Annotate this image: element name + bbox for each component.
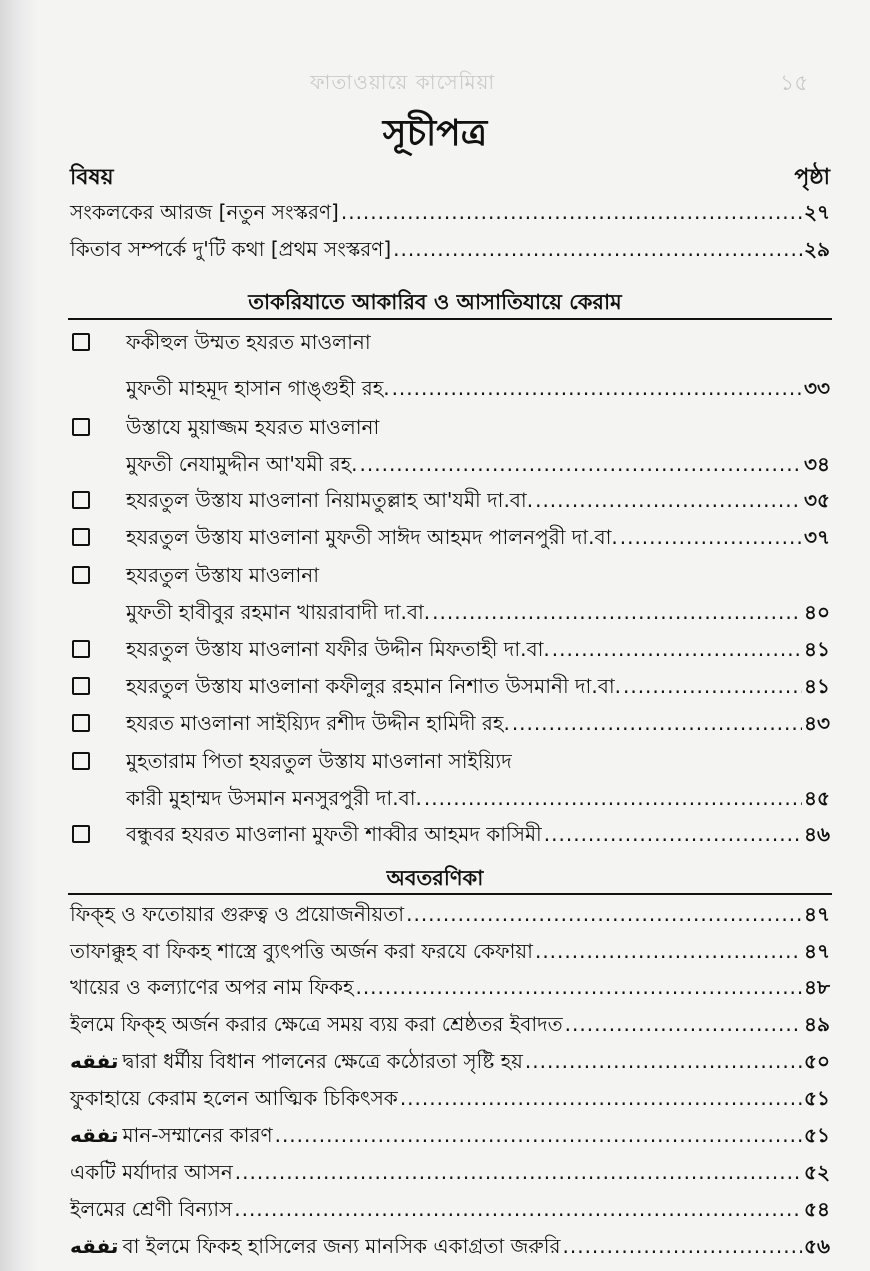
dot-leader [552, 637, 802, 661]
entry-text [70, 1232, 561, 1265]
checkbox-icon [72, 825, 90, 843]
section-rule [68, 318, 832, 320]
checkbox-icon [72, 640, 90, 658]
toc-entry [70, 900, 830, 933]
toc-entry [70, 937, 830, 970]
entry-text: খায়ের ও কল্যাণের অপর নাম ফিকহ [70, 975, 354, 999]
toc-entry-line: হযরতুল উস্তায মাওলানা [126, 563, 320, 587]
arabic-term: تفقه [70, 1123, 119, 1147]
entry-page: ৪৭ [804, 939, 830, 963]
arabic-term: تفقه [70, 1049, 119, 1073]
dot-leader [360, 452, 803, 476]
entry-text: ইলমের শ্রেণী বিন্যাস [70, 1197, 233, 1221]
entry-page: ৫১ [804, 1123, 830, 1147]
running-header-title: ফাতাওয়ায়ে কাসেমিয়া [310, 70, 496, 94]
toc-entry [126, 450, 830, 483]
toc-entry [70, 973, 830, 1006]
dot-leader [235, 1160, 802, 1184]
entry-text: হযরতুল উস্তায মাওলানা মুফতী সাঈদ আহমদ পালনপুরী দা.বা. [126, 525, 618, 549]
toc-entry-line: ফকীহুল উম্মত হযরত মাওলানা [126, 330, 371, 354]
entry-text: মুফতী মাহমূদ হাসান গাঙ্গুহী রহ. [126, 376, 390, 400]
page-column-header: পৃষ্ঠা [794, 165, 830, 190]
checkbox-icon [72, 418, 90, 436]
dot-leader [535, 939, 802, 963]
page-title: সূচীপত্র [382, 113, 488, 154]
entry-page: ৪১ [804, 674, 830, 698]
entry-text: বন্ধুবর হযরত মাওলানা মুফতী শাব্বীর আহমদ কাসিমী [126, 822, 542, 846]
checkbox-icon [72, 566, 90, 584]
dot-leader [424, 786, 802, 810]
entry-text: কিতাব সম্পর্কে দু'টি কথা [প্রথম সংস্করণ] [70, 237, 392, 261]
entry-text: মুফতী নেযামুদ্দীন আ'যমী রহ. [126, 452, 358, 476]
entry-text: সংকলকের আরজ [নতুন সংস্করণ] [70, 200, 339, 224]
checkbox-icon [72, 752, 90, 770]
toc-entry [70, 198, 830, 231]
entry-text: তাফাক্কুহ বা ফিকহ শাস্ত্রে ব্যুৎপত্তি অর্জন করা ফরযে কেফায়া [70, 939, 533, 963]
entry-text [70, 1121, 273, 1154]
entry-text: কারী মুহাম্মদ উসমান মনসুরপুরী দা.বা. [126, 786, 422, 810]
entry-page: ৫৬ [804, 1234, 830, 1258]
toc-entry [70, 1084, 830, 1117]
dot-leader [400, 1086, 802, 1110]
arabic-term: تفقه [70, 1234, 119, 1258]
toc-entry [70, 1195, 830, 1228]
toc-entry-line: মুহতারাম পিতা হযরতুল উস্তায মাওলানা সাইয়্যিদ [126, 749, 512, 773]
entry-page: ৪৬ [804, 822, 830, 846]
dot-leader [535, 488, 802, 512]
dot-leader [393, 237, 802, 261]
checkbox-icon [72, 714, 90, 732]
toc-entry [70, 1047, 830, 1080]
dot-leader [355, 975, 802, 999]
running-header-page: ১৫ [780, 71, 809, 96]
toc-entry [126, 635, 830, 668]
toc-entry [70, 1232, 830, 1265]
entry-page: ৪৩ [804, 711, 830, 735]
toc-entry [126, 709, 830, 742]
book-spine-shadow [0, 0, 38, 1271]
entry-text [70, 1047, 523, 1080]
subject-column-header: বিষয় [70, 165, 114, 190]
toc-entry [126, 784, 830, 817]
toc-entry [126, 374, 830, 407]
dot-leader [563, 1234, 803, 1258]
entry-page: ৩৭ [803, 525, 830, 549]
toc-entry [70, 1010, 830, 1043]
entry-text: হযরত মাওলানা সাইয়্যিদ রশীদ উদ্দীন হামিদী রহ. [126, 711, 510, 735]
entry-text-rest: মান-সম্মানের কারণ [122, 1123, 273, 1147]
entry-text-rest: বা ইলমে ফিকহ হাসিলের জন্য মানসিক একাগ্রতা জরুরি [122, 1234, 561, 1258]
toc-entry [70, 1121, 830, 1154]
entry-text: ফুকাহায়ে কেরাম হলেন আত্মিক চিকিৎসক [70, 1086, 398, 1110]
entry-text: হযরতুল উস্তায মাওলানা নিয়ামতুল্লাহ আ'যমী দা.বা. [126, 488, 534, 512]
dot-leader [565, 1012, 802, 1036]
entry-text: একটি মর্যাদার আসন [70, 1160, 233, 1184]
dot-leader [623, 674, 802, 698]
entry-page: ৪৫ [804, 786, 830, 810]
section-heading: তাকরিযাতে আকারিব ও আসাতিযায়ে কেরাম [248, 290, 622, 314]
entry-text: হযরতুল উস্তায মাওলানা কফীলুর রহমান নিশাত উসমানী দা.বা. [126, 674, 621, 698]
entry-page: ২৭ [803, 200, 830, 224]
entry-page: ৫৪ [804, 1197, 830, 1221]
section-rule [68, 893, 832, 895]
entry-text: মুফতী হাবীবুর রহমান খায়রাবাদী দা.বা. [126, 600, 431, 624]
entry-page: ৪০ [804, 600, 830, 624]
entry-text: ফিক্‌হ ও ফতোয়ার গুরুত্ব ও প্রয়োজনীয়তা [70, 902, 405, 926]
checkbox-icon [72, 528, 90, 546]
entry-page: ৫১ [804, 1086, 830, 1110]
dot-leader [512, 711, 802, 735]
entry-page: ৫০ [804, 1049, 830, 1073]
column-headers [70, 160, 830, 197]
entry-page: ৪৮ [804, 975, 830, 999]
entry-page: ২৯ [804, 237, 830, 261]
entry-page: ৪১ [804, 637, 830, 661]
entry-page: ৩৪ [804, 452, 830, 476]
entry-page: ৪৯ [804, 1012, 830, 1036]
entry-text-rest: দ্বারা ধর্মীয় বিধান পালনের ক্ষেত্রে কঠোরতা সৃষ্টি হয় [122, 1049, 523, 1073]
toc-entry [70, 1158, 830, 1191]
dot-leader [392, 376, 802, 400]
entry-text: ইলমে ফিক্‌হ অর্জন করার ক্ষেত্রে সময় ব্যয় করা শ্রেষ্ঠতর ইবাদত [70, 1012, 563, 1036]
dot-leader [432, 600, 802, 624]
entry-page: ৩৩ [803, 376, 830, 400]
dot-leader [620, 525, 802, 549]
dot-leader [234, 1197, 802, 1221]
entry-text: হযরতুল উস্তায মাওলানা যফীর উদ্দীন মিফতাহী দা.বা. [126, 637, 550, 661]
dot-leader [525, 1049, 802, 1073]
checkbox-icon [72, 333, 90, 351]
entry-page: ৫২ [804, 1160, 830, 1184]
toc-entry-line: উস্তাযে মুয়াজ্জম হযরত মাওলানা [126, 415, 380, 439]
entry-page: ৪৭ [804, 902, 830, 926]
dot-leader [275, 1123, 802, 1147]
checkbox-icon [72, 677, 90, 695]
toc-entry [126, 598, 830, 631]
dot-leader [341, 200, 802, 224]
checkbox-icon [72, 491, 90, 509]
toc-entry [126, 523, 830, 556]
toc-entry [70, 235, 830, 268]
dot-leader [406, 902, 802, 926]
entry-page: ৩৫ [804, 488, 830, 512]
toc-entry [126, 820, 830, 853]
toc-entry [126, 672, 830, 705]
section-heading: অবতরণিকা [386, 866, 484, 890]
toc-entry [126, 486, 830, 519]
dot-leader [544, 822, 802, 846]
